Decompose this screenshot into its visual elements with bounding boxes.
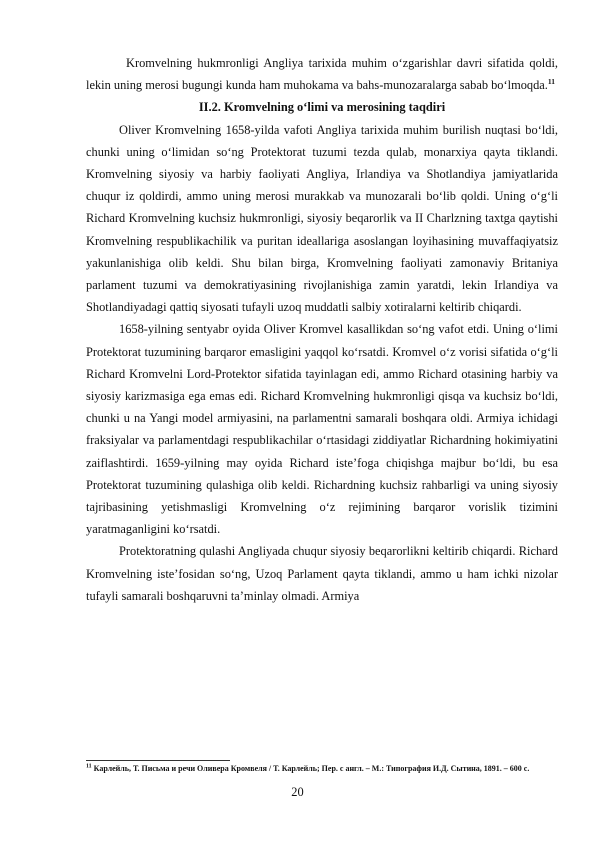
body-text (86, 52, 558, 607)
paragraph-intro: Kromvelning hukmronligi Angliya tarixida muhim o‘zgarishlar davri sifatida qoldi, lekin uning merosi bugungi kunda ham muhokama va bahs-munozaralarga sabab bo‘lmoqda.$^{11}$ (86, 56, 558, 93)
page-number: 20 (291, 785, 304, 799)
paragraph-2: 1658-yilning sentyabr oyida Oliver Kromvel kasallikdan so‘ng vafot etdi. Uning o‘limi Protektorat tuzumining barqaror emasligini yaqqol ko‘rsatdi. Kromvel o‘z vorisi sifatida o‘g‘li Richard Kromvelni Lord-Protektor sifatida tayinlagan edi, ammo Richard otasining harbiy va siyosiy karizmasiga ega emas edi. Richard Kromvelning hukmronligi qisqa va kuchsiz bo‘ldi, chunki u na Yangi model armiyasini, na parlamentni samarali boshqara oldi. Armiya ichidagi fraksiyalar va parlamentdagi respublikachilar o‘rtasidagi ziddiyatlar Richardning hokimiyatini zaiflashtirdi. 1659-yilning may oyida Richard iste’foga chiqishga majbur bo‘ldi, bu esa Protektorat tuzumining qulashiga olib keldi. Richardning kuchsiz rahbarligi va uning siyosiy tajribasining yetishmasligi Kromvelning o‘z rejimining barqaror vorislik tizimini yaratmaganligini ko‘rsatdi. (86, 322, 558, 537)
section-heading: II.2. Kromvelning o‘limi va merosining taqdiri (198, 100, 446, 115)
footnote (86, 763, 558, 775)
footnote-divider (86, 760, 230, 761)
paragraph-1: Oliver Kromvelning 1658-yilda vafoti Angliya tarixida muhim burilish nuqtasi bo‘ldi, chunki uning o‘limidan so‘ng Protektorat tuzumi tezda qulab, monarxiya qayta tiklandi. Kromvelning siyosiy va harbiy faoliyati Angliya, Irlandiya va Shotlandiya jamiyatlarida chuqur iz qoldirdi, ammo uning merosi murakkab va munozarali bo‘lib qoldi. Uning o‘g‘li Richard Kromvelning kuchsiz hukmronligi, siyosiy beqarorlik va II Charlzning taxtga qaytishi Kromvelning respublikachilik va puritan ideallariga asoslangan loyihasining muvaffaqiyatsiz yakunlanishiga olib keldi. Shu bilan birga, Kromvelning faoliyati zamonaviy Britaniya parlament tuzumi va demokratiyasining rivojlanishiga zamin yaratdi, lekin Irlandiya va Shotlandiyadagi qattiq siyosati tufayli uzoq muddatli salbiy xotiralarni keltirib chiqardi. (86, 122, 558, 315)
footnote-text: Карлейль, Т. Письма и речи Оливера Кромвеля / Т. Карлейль; Пер. с англ. – М.: Типография И.Д. Сытина, 1891. – 600 с. (93, 764, 530, 773)
footnote-reference: 11 (547, 77, 555, 87)
footnote-number: 11 (86, 763, 92, 770)
paragraph-3: Protektoratning qulashi Angliyada chuqur siyosiy beqarorlikni keltirib chiqardi. Richard Kromvelning iste’fosidan so‘ng, Uzoq Parlament qayta tiklandi, ammo u ham ichki nizolar tufayli samarali boshqaruvni ta’minlay olmadi. Armiya (86, 544, 558, 603)
